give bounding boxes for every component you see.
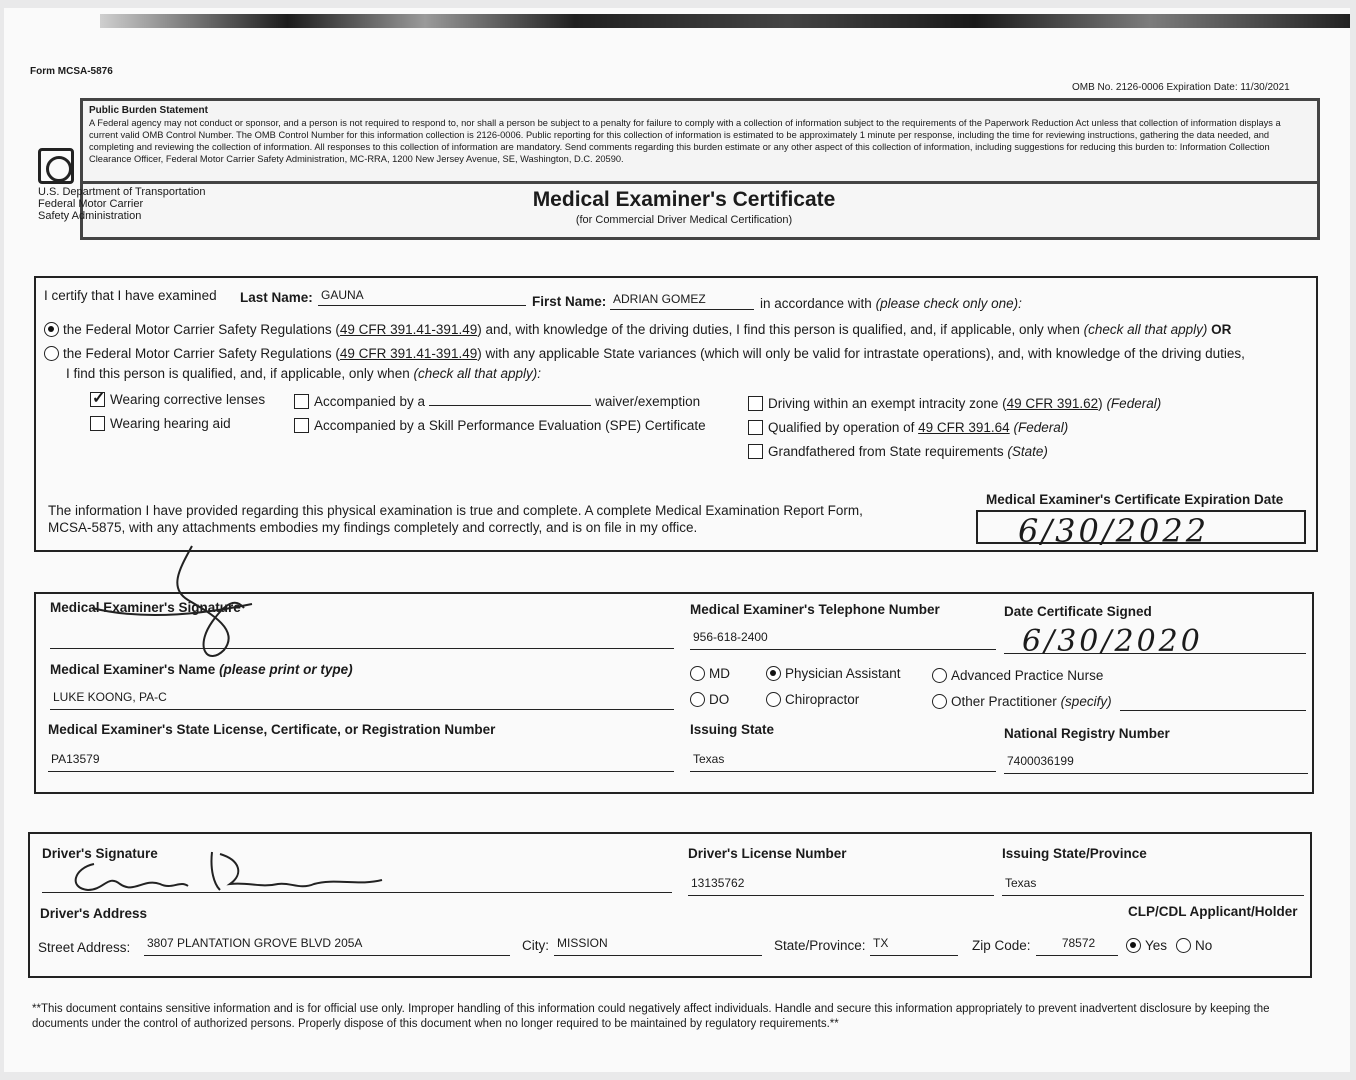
dept-line: Federal Motor Carrier: [38, 198, 144, 210]
credential-pa[interactable]: [766, 666, 901, 681]
lenses-label: Wearing corrective lenses: [110, 392, 266, 407]
first-name-label: First Name:: [532, 294, 607, 309]
checkbox-qualified-operation[interactable]: [748, 420, 1068, 435]
credential-apn[interactable]: [932, 668, 1103, 683]
credential-other[interactable]: [932, 694, 1112, 709]
intracity-label: Driving within an exempt intracity zone (: [768, 396, 1007, 411]
radio-other[interactable]: [932, 694, 947, 709]
accompanied-label: Accompanied by a: [314, 394, 426, 409]
checkbox-grandfathered[interactable]: [748, 444, 1048, 459]
department: [38, 186, 206, 222]
omb-number: OMB No. 2126-0006 Expiration Date: 11/30/2021: [1072, 82, 1290, 93]
expiration-label: Medical Examiner's Certificate Expiration Date: [986, 492, 1284, 507]
pa-label: Physician Assistant: [785, 666, 901, 681]
qualified-checkbox[interactable]: [748, 420, 763, 435]
qualified-label: Qualified by operation of: [768, 420, 915, 435]
grandfathered-label: Grandfathered from State requirements: [768, 444, 1004, 459]
driver-signature-label: Driver's Signature: [42, 846, 158, 861]
radio-do[interactable]: [690, 692, 705, 707]
burden-statement: [80, 98, 1320, 184]
zip-label: Zip Code:: [972, 938, 1031, 953]
credential-chiro[interactable]: [766, 692, 859, 707]
opt2-text: the Federal Motor Carrier Safety Regulations (: [63, 346, 340, 361]
examiner-signature-label: Medical Examiner's Signature: [50, 600, 241, 615]
accordance-label: in accordance with: [760, 296, 872, 311]
clp-no[interactable]: [1176, 938, 1212, 953]
examiner-name-label: [50, 662, 353, 677]
radio-apn[interactable]: [932, 668, 947, 683]
credential-md[interactable]: [690, 666, 730, 681]
examiner-signature: [84, 538, 274, 670]
intracity-paren: ): [1098, 396, 1103, 411]
street-label: Street Address:: [38, 940, 131, 955]
opt1-or: OR: [1211, 322, 1232, 337]
driver-signature-line[interactable]: [42, 892, 672, 893]
hearing-label: Wearing hearing aid: [110, 416, 231, 431]
examiner-signature-line[interactable]: [50, 648, 674, 649]
waiver-blank[interactable]: [429, 405, 591, 406]
clp-yes[interactable]: [1126, 938, 1167, 953]
do-label: DO: [709, 692, 730, 707]
certificate-page: [4, 8, 1350, 1072]
radio-state-variance[interactable]: [44, 346, 59, 361]
radio-fmcsr[interactable]: [44, 322, 59, 337]
zip-field[interactable]: 78572: [1036, 936, 1118, 956]
page-title: Medical Examiner's Certificate: [532, 188, 836, 211]
state-province-label: State/Province:: [774, 938, 866, 953]
spe-label: Accompanied by a Skill Performance Evaluation (SPE) Certificate: [314, 418, 706, 433]
date-signed: 6/30/2020: [1022, 624, 1203, 659]
sensitivity-notice: **This document contains sensitive information and is for official use only. Improper handling of this information could negatively affect individuals. Handle and secure this information appropriately to prevent inadvertent disclosure by keeping the documents under the control of authorized persons. Properly dispose of this document when no longer required to be maintained by regulatory requirements.**: [32, 1003, 1270, 1030]
certify-intro: I certify that I have examined: [44, 288, 217, 303]
burden-title: Public Burden Statement: [89, 105, 208, 116]
opt1-text-b: ) and, with knowledge of the driving duties, I find this person is qualified, and, if applicable, only when: [477, 322, 1080, 337]
issuing-state-label: Issuing State: [690, 722, 775, 737]
driver-address-label: Driver's Address: [40, 906, 148, 921]
md-label: MD: [709, 666, 730, 681]
credential-do[interactable]: [690, 692, 729, 707]
chiro-label: Chiropractor: [785, 692, 860, 707]
registry-label: National Registry Number: [1004, 726, 1170, 741]
phone-label: Medical Examiner's Telephone Number: [690, 602, 940, 617]
first-name-field[interactable]: ADRIAN GOMEZ: [610, 292, 754, 310]
examiner-name-field[interactable]: LUKE KOONG, PA-C: [50, 690, 674, 710]
qualified-ref: 49 CFR 391.64: [918, 420, 1010, 435]
apn-label: Advanced Practice Nurse: [951, 668, 1104, 683]
other-label: Other Practitioner: [951, 694, 1057, 709]
driver-state-field[interactable]: Texas: [1002, 876, 1304, 896]
registry-field[interactable]: 7400036199: [1004, 754, 1308, 774]
street-field[interactable]: 3807 PLANTATION GROVE BLVD 205A: [144, 936, 510, 956]
city-label: City:: [522, 938, 549, 953]
radio-chiro[interactable]: [766, 692, 781, 707]
phone-field[interactable]: 956-618-2400: [690, 630, 996, 650]
intracity-hint: (Federal): [1106, 396, 1162, 411]
checkbox-intracity[interactable]: [748, 396, 1161, 411]
checkbox-spe[interactable]: [294, 418, 706, 433]
statement-line: The information I have provided regarding this physical examination is true and complete. A complete Medical Examination Report Form,: [48, 503, 863, 518]
last-name-field[interactable]: GAUNA: [318, 288, 526, 306]
waiver-label: waiver/exemption: [595, 394, 701, 409]
opt1-ref: 49 CFR 391.41-391.49: [339, 322, 478, 337]
state-province-field[interactable]: TX: [870, 936, 958, 956]
option-state-variance-line2: [66, 366, 541, 381]
yes-label: Yes: [1145, 938, 1168, 953]
driver-state-label: Issuing State/Province: [1002, 846, 1147, 861]
dept-line: U.S. Department of Transportation: [38, 186, 206, 198]
checkbox-corrective-lenses[interactable]: [90, 392, 265, 407]
option-fmcsr[interactable]: [44, 322, 1304, 337]
qualified-hint: (Federal): [1013, 420, 1069, 435]
examiner-statement: [48, 502, 948, 536]
opt2-text-b: ) with any applicable State variances (which will only be valid for intrastate operations), and, with knowledge of the driving duties,: [477, 346, 1245, 361]
opt1-hint: (check all that apply): [1083, 322, 1208, 337]
option-state-variance[interactable]: [44, 346, 1314, 361]
examiner-name-hint: (please print or type): [219, 662, 353, 677]
intracity-checkbox[interactable]: [748, 396, 763, 411]
grandfathered-checkbox[interactable]: [748, 444, 763, 459]
radio-clp-yes[interactable]: [1126, 938, 1141, 953]
checkbox-accompanied-waiver[interactable]: [294, 394, 700, 409]
form-id: Form MCSA-5876: [30, 66, 113, 77]
hearing-checkbox[interactable]: [90, 416, 105, 431]
license-field[interactable]: PA13579: [48, 752, 674, 772]
radio-pa[interactable]: [766, 666, 781, 681]
other-specify-field[interactable]: [1120, 710, 1306, 711]
radio-md[interactable]: [690, 666, 705, 681]
intracity-ref: 49 CFR 391.62: [1006, 396, 1099, 411]
driver-license-field[interactable]: 13135762: [688, 876, 994, 896]
other-hint: (specify): [1060, 694, 1112, 709]
city-field[interactable]: MISSION: [554, 936, 762, 956]
page-subtitle: (for Commercial Driver Medical Certification): [575, 214, 793, 226]
lenses-checkbox[interactable]: [90, 392, 105, 407]
expiration-date: 6/30/2022: [1018, 512, 1210, 550]
examiner-name-label-text: Medical Examiner's Name: [50, 662, 216, 677]
clp-label: CLP/CDL Applicant/Holder: [1128, 904, 1298, 919]
expiration-date-field[interactable]: [976, 510, 1306, 550]
accordance-text: [760, 296, 1022, 311]
opt2-hint: (check all that apply):: [413, 366, 542, 381]
scan-edge: [100, 14, 1350, 28]
opt2-ref: 49 CFR 391.41-391.49: [339, 346, 478, 361]
grandfathered-hint: (State): [1007, 444, 1048, 459]
statement-line: MCSA-5875, with any attachments embodies my findings completely and correctly, and is on file in my office.: [48, 520, 698, 535]
checkbox-hearing-aid[interactable]: [90, 416, 231, 431]
opt2-line2: I find this person is qualified, and, if applicable, only when: [66, 366, 410, 381]
opt1-text: the Federal Motor Carrier Safety Regulations (: [63, 322, 340, 337]
last-name-label: Last Name:: [240, 290, 313, 305]
driver-license-label: Driver's License Number: [688, 846, 847, 861]
date-signed-field[interactable]: [1004, 624, 1306, 659]
date-signed-label: Date Certificate Signed: [1004, 604, 1152, 619]
burden-text: A Federal agency may not conduct or sponsor, and a person is not required to respond to, nor shall a person be subject to a penalty for failure to comply with a collection of information subject to the requirements of the Paperwork Reduction Act unless that collection of information displays a current valid OMB Control Number. The OMB Control Number for this information collection is 2126-0006. Public reporting for this collection of information is estimated to be approximately 1 minute per response, including the time for reviewing instructions, gathering the data needed, and completing and reviewing the collection of information. All responses to this collection of information are mandatory. Send comments regarding this burden estimate or any other aspect of this collection of information, including suggestions for reducing this burden to: Information Collection Clearance Officer, Federal Motor Carrier Safety Administration, MC-RRA, 1200 New Jersey Avenue, SE, Washington, D.C. 20590.: [89, 118, 1281, 164]
spe-checkbox[interactable]: [294, 418, 309, 433]
check-one-hint: (please check only one):: [875, 296, 1022, 311]
dot-logo-icon: [38, 148, 74, 184]
no-label: No: [1195, 938, 1213, 953]
issuing-state-field[interactable]: Texas: [690, 752, 996, 772]
dept-line: Safety Administration: [38, 210, 142, 222]
license-label: Medical Examiner's State License, Certificate, or Registration Number: [48, 722, 496, 737]
waiver-checkbox[interactable]: [294, 394, 309, 409]
radio-clp-no[interactable]: [1176, 938, 1191, 953]
